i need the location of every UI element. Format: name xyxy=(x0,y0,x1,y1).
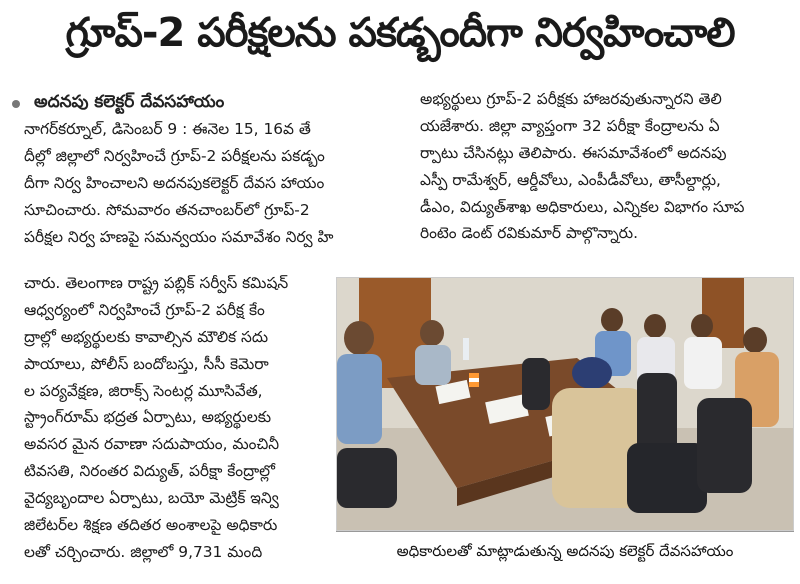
photo-caption: అధికారులతో మాట్లాడుతున్న అదనపు కలెక్టర్ దేవసహాయం xyxy=(336,531,794,573)
text-line: జిలేటర్‌ల శిక్షణ తదితర అంశాలపై అధికారు xyxy=(24,516,278,535)
text-line: టివసతి, నిరంతర విద్యుత్, పరీక్షా కేంద్రాల్లో xyxy=(24,462,275,481)
meeting-photo xyxy=(336,277,794,531)
text-line: సూచించారు. సోమవారం తనచాంబర్‌లో గ్రూప్-2 xyxy=(24,200,310,219)
meeting-photo-illustration xyxy=(337,278,794,531)
text-line: దీల్లో జిల్లాలో నిర్వహించే గ్రూప్-2 పరీక్షలను పకడ్బం xyxy=(24,146,325,165)
headline: గ్రూప్-2 పరీక్షలను పకడ్బందీగా నిర్వహించాలి xyxy=(65,10,735,56)
text-line: చారు. తెలంగాణ రాష్ట్ర పబ్లిక్ సర్వీస్ కమిషన్ xyxy=(24,274,289,292)
text-line: ల పర్యవేక్షణ, జిరాక్స్ సెంటర్ల మూసివేత, xyxy=(24,381,263,400)
text-line: వైద్యబృందాల ఏర్పాటు, బయో మెట్రిక్ ఇన్వి xyxy=(24,489,279,508)
text-line: నాగర్‌కర్నూల్, డిసెంబర్ 9 : ఈనెల 15, 16వ తే xyxy=(24,120,311,138)
text-line: పాయాలు, పోలీస్ బందోబస్తు, సీసీ కెమెరా xyxy=(24,354,269,373)
bullet-icon xyxy=(12,100,20,108)
byline xyxy=(10,91,405,117)
text-line: లతో చర్చించారు. జిల్లాలో 9,731 మంది xyxy=(24,542,263,561)
text-line: రింటెం డెంట్ రవికుమార్ పాల్గొన్నారు. xyxy=(420,224,638,243)
text-line: డీఎం, విద్యుత్‌శాఖ అధికారులు, ఎన్నికల విభాగం సూప xyxy=(420,197,745,216)
text-line: పరీక్షల నిర్వ హణపై సమన్వయం సమావేశం నిర్వ హి xyxy=(24,227,334,246)
text-line: ఎస్పీ రామేశ్వర్, ఆర్డీవోలు, ఎంపీడీవోలు, తాసీల్దార్లు, xyxy=(420,170,721,189)
text-line: స్ట్రాంగ్‌రూమ్ భద్రత ఏర్పాటు, అభ్యర్థులకు xyxy=(24,408,272,427)
text-line: దీగా నిర్వ హించాలని అదనపుకలెక్టర్ దేవస హాయం xyxy=(24,173,325,192)
text-line: ద్రాల్లో అభ్యర్థులకు కావాల్సిన మౌలిక సదు xyxy=(24,327,269,346)
text-line: యజేశారు. జిల్లా వ్యాప్తంగా 32 పరీక్షా కేంద్రాలను ఏ xyxy=(420,116,720,135)
text-line: అభ్యర్థులు గ్రూప్-2 పరీక్షకు హాజరవుతున్నారని తెలి xyxy=(420,90,722,108)
article-column-left-bottom xyxy=(24,270,334,566)
article-column-left-top xyxy=(24,116,412,250)
text-line: ర్పాటు చేసినట్లు తెలిపారు. ఈసమావేశంలో అదనపు xyxy=(420,143,727,162)
article-column-right-top xyxy=(420,86,790,247)
text-line: అవసర మైన రవాణా సదుపాయం, మంచినీ xyxy=(24,435,280,454)
byline-text: అదనపు కలెక్టర్ దేవసహాయం xyxy=(34,92,225,112)
text-line: ఆధ్వర్యంలో నిర్వహించే గ్రూప్-2 పరీక్ష కేం xyxy=(24,300,265,319)
